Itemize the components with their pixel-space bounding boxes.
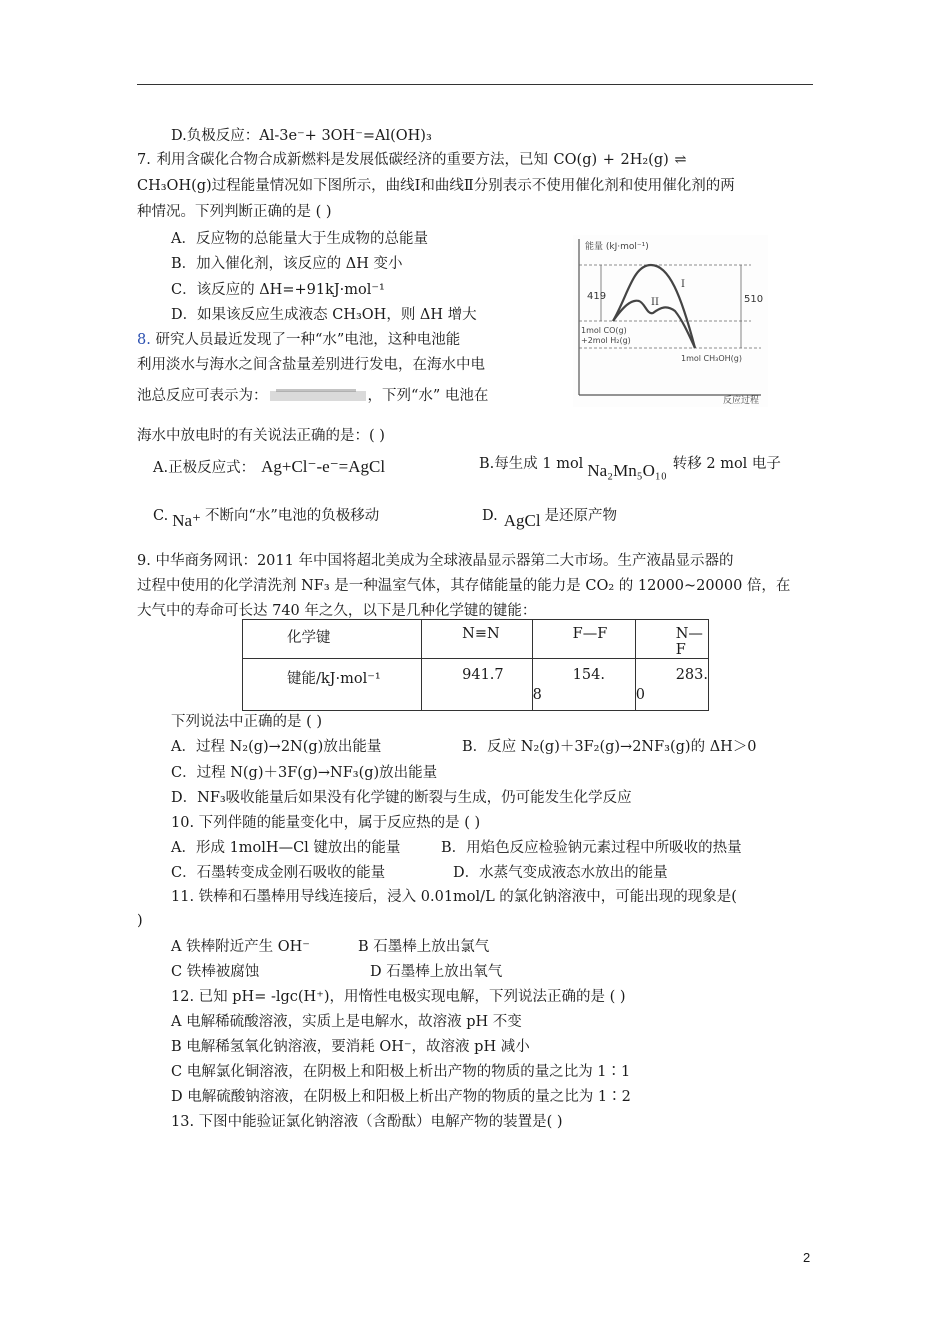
table-header: 化学键 bbox=[243, 620, 422, 659]
reactant-label-2: +2mol H₂(g) bbox=[581, 336, 631, 345]
page-number: 2 bbox=[803, 1250, 811, 1265]
value-510: 510 bbox=[744, 294, 764, 305]
q11-option-c: C 铁棒被腐蚀 bbox=[171, 964, 260, 980]
q7-stem-line3: 种情况。下列判断正确的是 ( ) bbox=[137, 204, 332, 220]
q10-stem: 10. 下列伴随的能量变化中，属于反应热的是 ( ) bbox=[171, 815, 481, 831]
q8-option-b: B.每生成 1 mol Na₂Mn₅O₁₀ 转移 2 mol 电子 bbox=[479, 456, 781, 480]
q8-stem-line1: 8. 研究人员最近发现了一种“水”电池，这种电池能 bbox=[137, 332, 461, 348]
table-header: F—F bbox=[532, 620, 635, 659]
q10-option-d: D．水蒸气变成液态水放出的能量 bbox=[453, 865, 668, 881]
q10-option-b: B．用焰色反应检验钠元素过程中所吸收的热量 bbox=[441, 840, 742, 856]
q10-option-a: A．形成 1molH—Cl 键放出的能量 bbox=[171, 840, 401, 856]
q12-option-a: A 电解稀硫酸溶液，实质上是电解水，故溶液 pH 不变 bbox=[171, 1014, 522, 1030]
q9-option-c: C．过程 N(g)＋3F(g)→NF₃(g)放出能量 bbox=[171, 765, 438, 781]
product-label: 1mol CH₃OH(g) bbox=[681, 354, 742, 363]
q13-stem: 13. 下图中能验证氯化钠溶液（含酚酞）电解产物的装置是( ) bbox=[171, 1114, 563, 1130]
q7-stem-line2: CH₃OH(g)过程能量情况如下图所示，曲线Ⅰ和曲线Ⅱ分别表示不使用催化剂和使用催化剂的两 bbox=[137, 178, 735, 194]
table-cell: 941.7 bbox=[422, 659, 533, 711]
q8-stem-line4: 海水中放电时的有关说法正确的是：( ) bbox=[137, 428, 385, 444]
table-row-label: 键能/kJ·mol⁻¹ bbox=[243, 659, 422, 711]
table-header-row bbox=[243, 620, 709, 659]
table-header: N—F bbox=[635, 620, 708, 659]
q9-stem-line1: 9. 中华商务网讯：2011 年中国将超北美成为全球液晶显示器第二大市场。生产液晶显示器的 bbox=[137, 553, 734, 569]
header-rule bbox=[137, 84, 813, 85]
q9-stem-line3: 大气中的寿命可长达 740 年之久，以下是几种化学键的键能： bbox=[137, 603, 537, 619]
q8-a-formula: Ag+Cl⁻-e⁻=AgCl bbox=[261, 457, 386, 476]
q8-d-formula: AgCl bbox=[503, 511, 541, 530]
curve-2-label: II bbox=[651, 297, 659, 308]
curve-1-label: I bbox=[681, 279, 685, 290]
table-header: N≡N bbox=[422, 620, 533, 659]
x-axis-label: 反应过程 bbox=[723, 396, 760, 406]
q9-stem-line2: 过程中使用的化学清洗剂 NF₃ 是一种温室气体，其存储能量的能力是 CO₂ 的 12000~20000 倍，在 bbox=[137, 578, 791, 594]
q9-question: 下列说法中正确的是 ( ) bbox=[171, 714, 323, 730]
q8-b-formula: Na₂Mn₅O₁₀ bbox=[587, 461, 667, 480]
blurred-equation-image bbox=[268, 387, 368, 405]
q12-option-d: D 电解硫酸钠溶液，在阴极上和阳极上析出产物的物质的量之比为 1∶2 bbox=[171, 1089, 631, 1105]
bond-energy-table bbox=[242, 619, 709, 711]
q12-stem: 12. 已知 pH= -lgc(H⁺)，用惰性电极实现电解，下列说法正确的是 ( ) bbox=[171, 989, 626, 1005]
q9-option-d: D．NF₃吸收能量后如果没有化学键的断裂与生成，仍可能发生化学反应 bbox=[171, 790, 632, 806]
q8-option-c: C. Na⁺ 不断向“水”电池的负极移动 bbox=[153, 508, 380, 530]
q8-stem-line2: 利用淡水与海水之间含盐量差别进行发电，在海水中电 bbox=[137, 357, 485, 373]
q9-option-a: A．过程 N₂(g)→2N(g)放出能量 bbox=[171, 739, 382, 755]
q8-option-d: D. AgCl 是还原产物 bbox=[482, 508, 618, 530]
q7-stem-line1: 7. 利用含碳化合物合成新燃料是发展低碳经济的重要方法，已知 CO(g) + 2H₂(g) ⇌ bbox=[137, 152, 687, 168]
q7-option-b: B．加入催化剂，该反应的 ΔH 变小 bbox=[171, 256, 403, 272]
q7-option-a: A．反应物的总能量大于生成物的总能量 bbox=[171, 231, 428, 247]
value-419: 419 bbox=[587, 291, 607, 302]
q12-option-b: B 电解稀氢氧化钠溶液，要消耗 OH⁻，故溶液 pH 减小 bbox=[171, 1039, 530, 1055]
q11-stem-line1: 11. 铁棒和石墨棒用导线连接后，浸入 0.01mol/L 的氯化钠溶液中，可能出现的现象是( bbox=[171, 889, 737, 905]
q8-c-formula: Na⁺ bbox=[172, 511, 201, 530]
table-cell: 283. 0 bbox=[635, 659, 708, 711]
q8-number: 8. bbox=[137, 332, 151, 348]
q12-option-c: C 电解氯化铜溶液，在阴极上和阳极上析出产物的物质的量之比为 1∶1 bbox=[171, 1064, 631, 1080]
q8-option-a: A.正极反应式： Ag+Cl⁻-e⁻=AgCl bbox=[153, 457, 386, 476]
q6-option-d: D.负极反应：Al-3e⁻+ 3OH⁻=Al(OH)₃ bbox=[171, 128, 432, 144]
table-cell: 154. 8 bbox=[532, 659, 635, 711]
q9-option-b: B．反应 N₂(g)＋3F₂(g)→2NF₃(g)的 ΔH＞0 bbox=[462, 739, 757, 755]
q7-option-c: C．该反应的 ΔH=+91kJ·mol⁻¹ bbox=[171, 282, 385, 298]
q11-stem-line2: ) bbox=[137, 913, 143, 929]
q11-option-a: A 铁棒附近产生 OH⁻ bbox=[171, 939, 310, 955]
y-axis-label: 能量 (kJ·mol⁻¹) bbox=[585, 242, 649, 252]
energy-profile-chart bbox=[573, 235, 768, 407]
q11-option-d: D 石墨棒上放出氧气 bbox=[370, 964, 503, 980]
q8-stem-line3: 池总反应可表示为： ，下列“水” 电池在 bbox=[137, 388, 489, 404]
q11-option-b: B 石墨棒上放出氯气 bbox=[358, 939, 490, 955]
q10-option-c: C．石墨转变成金刚石吸收的能量 bbox=[171, 865, 386, 881]
table-row bbox=[243, 659, 709, 711]
reactant-label-1: 1mol CO(g) bbox=[581, 326, 627, 335]
q7-option-d: D．如果该反应生成液态 CH₃OH，则 ΔH 增大 bbox=[171, 307, 477, 323]
